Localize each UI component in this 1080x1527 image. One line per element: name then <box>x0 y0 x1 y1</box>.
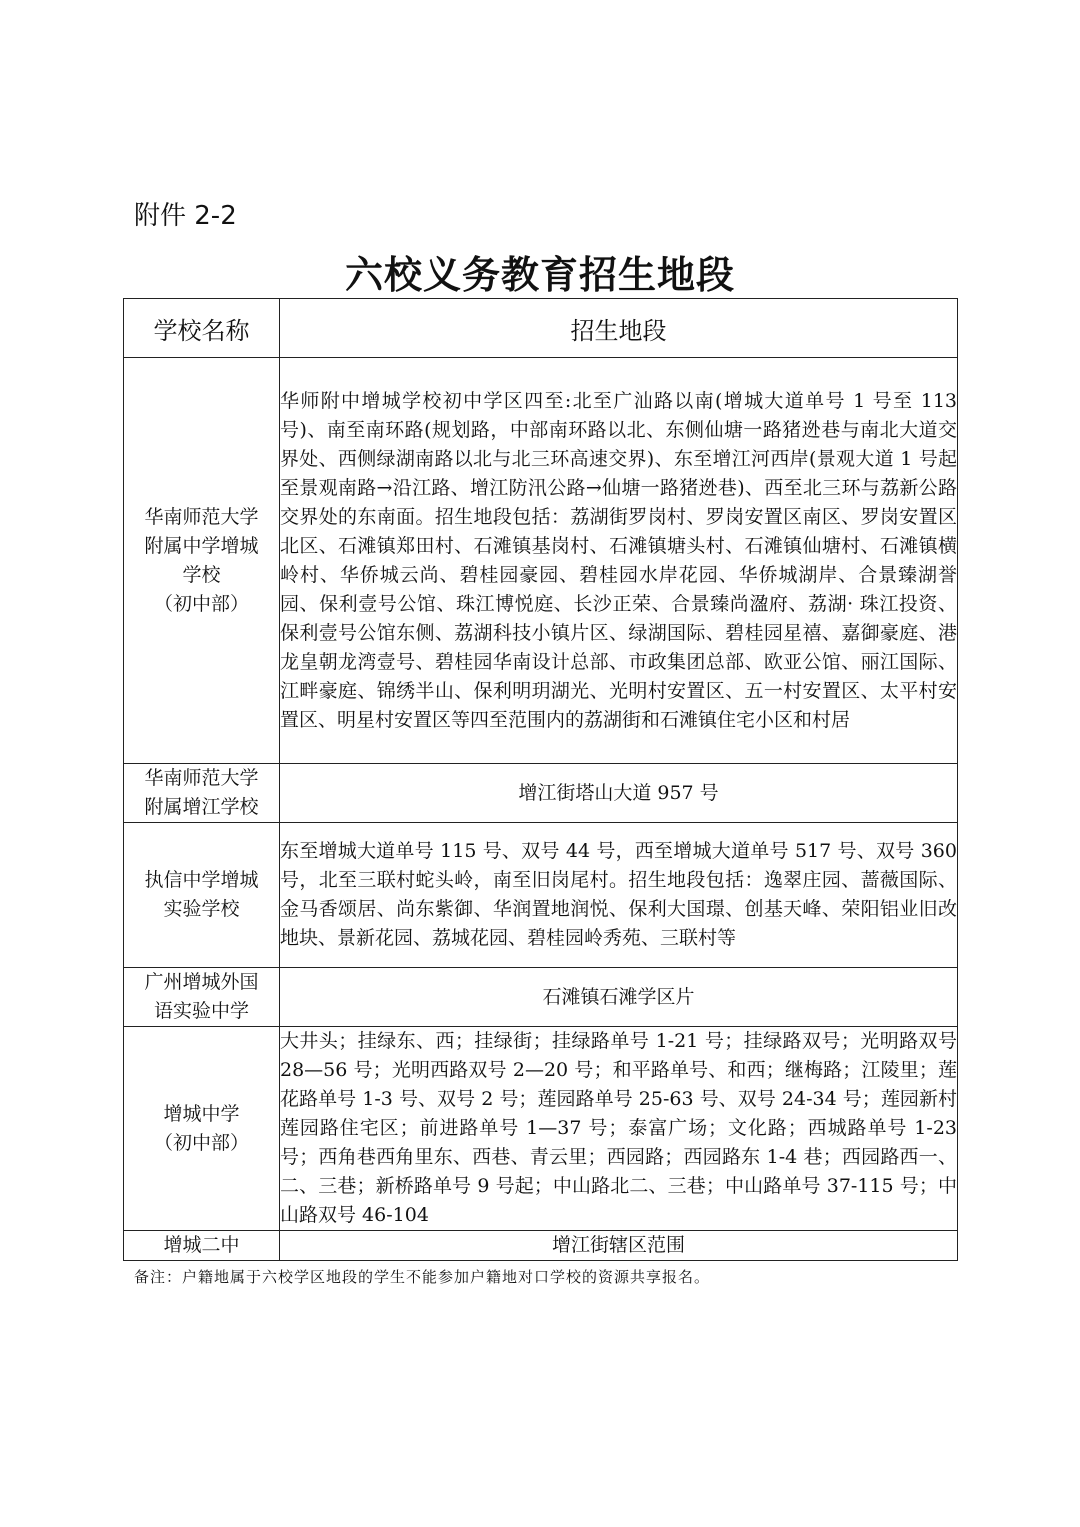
school-name-line: 华南师范大学 <box>144 767 259 789</box>
school-name-cell <box>124 358 280 764</box>
school-name-line: 语实验中学 <box>153 1000 249 1022</box>
enrollment-zone-table <box>123 298 958 1261</box>
school-name-line: 华南师范大学 <box>144 505 259 528</box>
page-title: 六校义务教育招生地段 <box>344 252 735 297</box>
enrollment-area-cell: 大井头；挂绿东、西；挂绿街；挂绿路单号 1-21 号；挂绿路双号；光明路双号 28—56 号；光明西路双号 2—20 号；和平路单号、和西；继梅路；江陵里；莲花路单号 1-3 号、双号 2 号；莲园路单号 25-63 号、双号 24-34 号；莲园新村莲园路住宅区；前进路单号 1—37 号；泰富广场；文化路；西城路单号 1-23 号；西角巷西角里东、西巷、青云里；西园路；西园路东 1-4 巷；西园路西一、二、三巷；新桥路单号 9 号起；中山路北二、三巷；中山路单号 37-115 号；中山路双号 46-104 <box>280 1027 958 1231</box>
attachment-label: 附件 2-2 <box>134 201 237 231</box>
enrollment-area-cell: 石滩镇石滩学区片 <box>280 968 958 1027</box>
school-name-line: 附属中学增城 <box>144 534 259 557</box>
footnote: 备注：户籍地属于六校学区地段的学生不能参加户籍地对口学校的资源共享报名。 <box>134 1268 711 1286</box>
table-header-row <box>124 299 958 358</box>
enrollment-area-cell: 华师附中增城学校初中学区四至:北至广汕路以南(增城大道单号 1 号至 113 号)、南至南环路(规划路，中部南环路以北、东侧仙塘一路猪迯巷与南北大道交界处、西侧绿湖南路以北与北三环高速交界)、东至增江河西岸(景观大道 1 号起至景观南路→沿江路、增江防汛公路→仙塘一路猪迯巷)、西至北三环与荔新公路交界处的东南面。招生地段包括：荔湖街罗岗村、罗岗安置区南区、罗岗安置区北区、石滩镇郑田村、石滩镇基岗村、石滩镇塘头村、石滩镇仙塘村、石滩镇横岭村、华侨城云尚、碧桂园豪园、碧桂园水岸花园、华侨城湖岸、合景臻湖誉园、保利壹号公馆、珠江博悦庭、长沙正荣、合景臻尚溋府、荔湖· 珠江投资、保利壹号公馆东侧、荔湖科技小镇片区、绿湖国际、碧桂园星禧、嘉御豪庭、港龙皇朝龙湾壹号、碧桂园华南设计总部、市政集团总部、欧亚公馆、丽江国际、江畔豪庭、锦绣半山、保利明玥湖光、光明村安置区、五一村安置区、太平村安置区、明星村安置区等四至范围内的荔湖街和石滩镇住宅小区和村居 <box>280 358 958 764</box>
school-name-line: 增城二中 <box>163 1234 240 1256</box>
header-school-name: 学校名称 <box>124 299 280 358</box>
enrollment-area-cell: 增江街塔山大道 957 号 <box>280 764 958 823</box>
school-name-line: 广州增城外国 <box>144 971 259 993</box>
school-name-cell <box>124 1027 280 1231</box>
header-enrollment-area: 招生地段 <box>280 299 958 358</box>
school-name-cell <box>124 968 280 1027</box>
school-name-cell <box>124 1231 280 1261</box>
school-name-line: 学校 <box>182 563 221 586</box>
table-row <box>124 1027 958 1231</box>
table-row <box>124 1231 958 1261</box>
school-name-line: 执信中学增城 <box>144 869 259 891</box>
table-row <box>124 968 958 1027</box>
school-name-cell <box>124 823 280 968</box>
enrollment-area-cell: 东至增城大道单号 115 号、双号 44 号，西至增城大道单号 517 号、双号 360 号，北至三联村蛇头岭，南至旧岗尾村。招生地段包括：逸翠庄园、蔷薇国际、金马香颂居、尚东紫御、华润置地润悦、保利大国璟、创基天峰、荣阳铝业旧改地块、景新花园、荔城花园、碧桂园岭秀苑、三联村等 <box>280 823 958 968</box>
table-row <box>124 764 958 823</box>
table-row <box>124 358 958 764</box>
school-name-line: 实验学校 <box>163 898 240 920</box>
school-name-line: 增城中学 <box>163 1102 240 1125</box>
school-name-line: （初中部） <box>153 592 249 615</box>
enrollment-area-cell: 增江街辖区范围 <box>280 1231 958 1261</box>
school-name-line: 附属增江学校 <box>144 796 259 818</box>
school-name-line: （初中部） <box>153 1131 249 1154</box>
school-name-cell <box>124 764 280 823</box>
table-row <box>124 823 958 968</box>
